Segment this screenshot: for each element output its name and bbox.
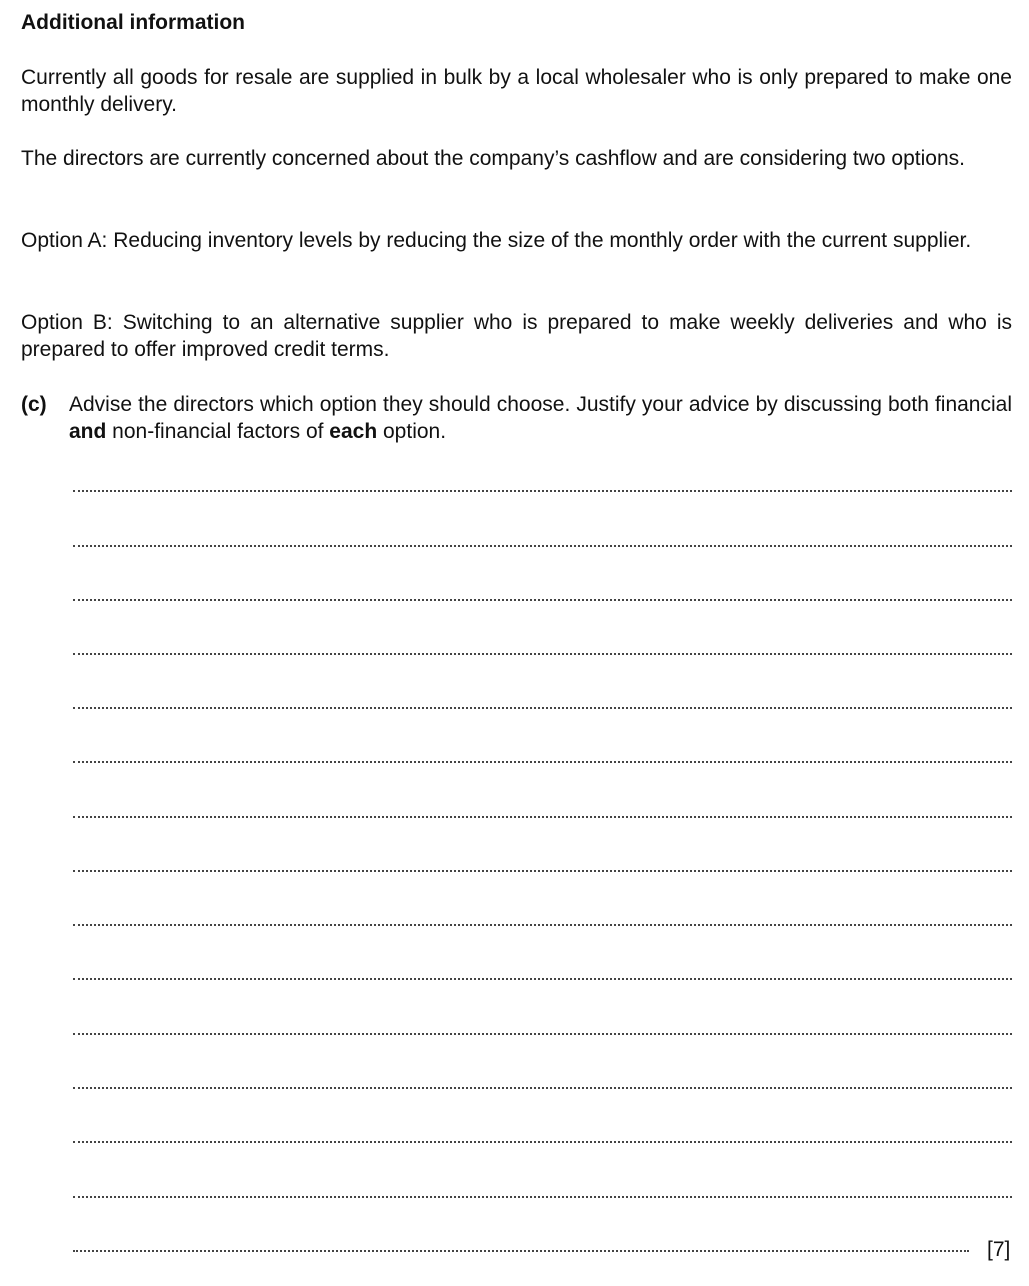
answer-line[interactable] (73, 1087, 1012, 1089)
section-heading: Additional information (21, 11, 245, 34)
answer-line[interactable] (73, 1196, 1012, 1198)
question-bold-and: and (69, 420, 107, 443)
paragraph-option-a: Option A: Reducing inventory levels by reducing the size of the monthly order with the current supplier. (21, 229, 972, 252)
question-text-part-1: Advise the directors which option they should choose. Justify your advice by discussing both financial (69, 393, 1012, 416)
answer-line[interactable] (73, 599, 1012, 601)
answer-line-last[interactable] (73, 1250, 969, 1252)
answer-line[interactable] (73, 978, 1012, 980)
answer-line[interactable] (73, 870, 1012, 872)
answer-line[interactable] (73, 545, 1012, 547)
answer-line[interactable] (73, 490, 1012, 492)
answer-line[interactable] (73, 707, 1012, 709)
answer-line[interactable] (73, 1033, 1012, 1035)
paragraph-option-b: Option B: Switching to an alternative supplier who is prepared to make weekly deliveries and who is prepared to offer improved credit terms. (21, 311, 1012, 361)
answer-lines[interactable] (73, 0, 1012, 1286)
answer-line[interactable] (73, 653, 1012, 655)
question-text-part-2: non-financial factors of (106, 420, 330, 443)
paragraph-wholesaler: Currently all goods for resale are supplied in bulk by a local wholesaler who is only prepared to make one monthly delivery. (21, 66, 1012, 116)
question-bold-each: each (329, 420, 378, 443)
paragraph-directors: The directors are currently concerned about the company’s cashflow and are considering two options. (21, 147, 965, 170)
answer-line[interactable] (73, 761, 1012, 763)
answer-line[interactable] (73, 1141, 1012, 1143)
question-label: (c) (21, 393, 47, 416)
question-text-part-3: option. (377, 420, 447, 443)
answer-line[interactable] (73, 924, 1012, 926)
marks-label: [7] (987, 1238, 1011, 1261)
answer-line[interactable] (73, 816, 1012, 818)
